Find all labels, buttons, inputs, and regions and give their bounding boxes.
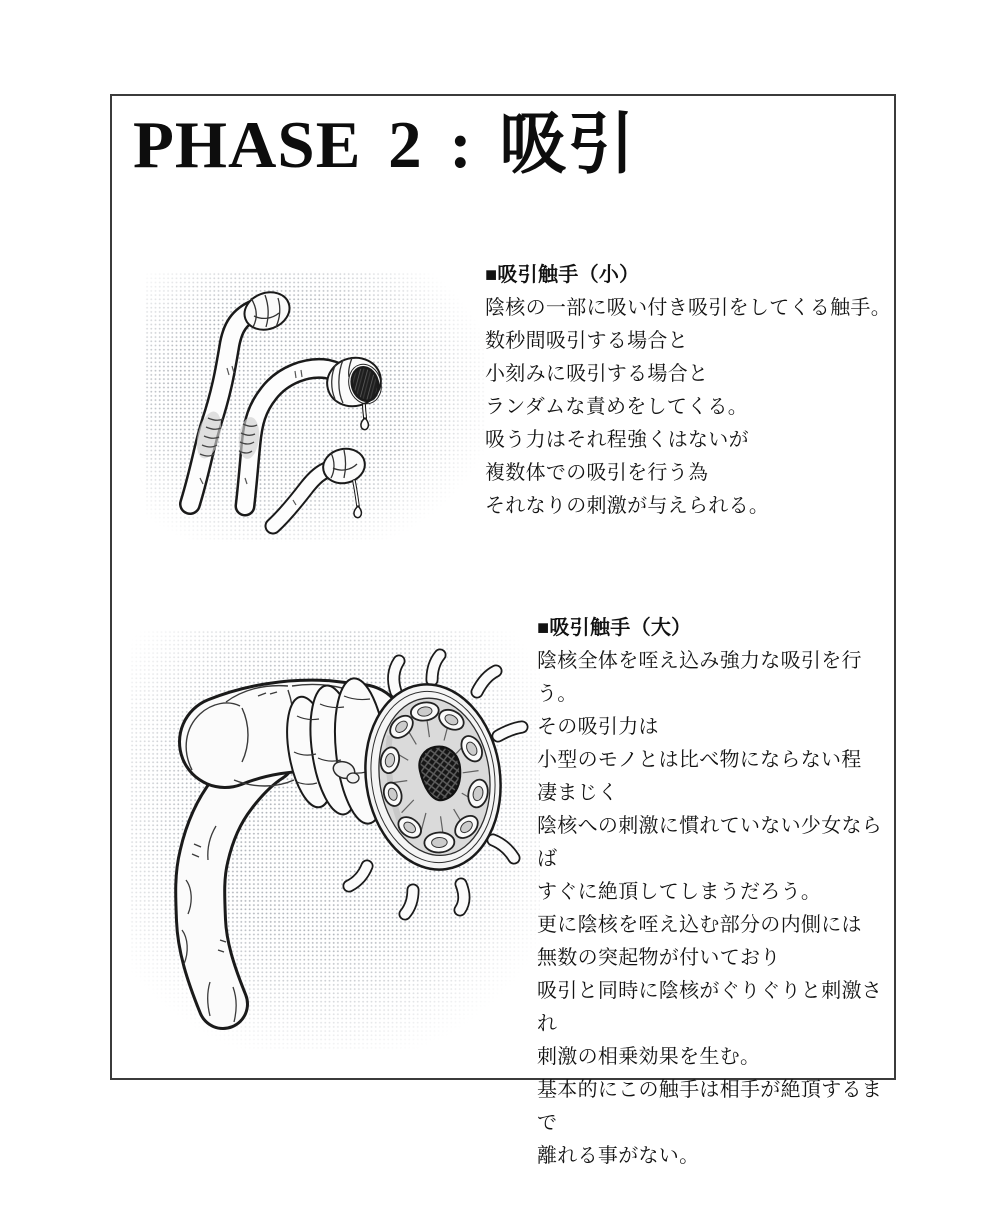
text-line: 陰核への刺激に慣れていない少女ならば bbox=[537, 815, 883, 870]
text-line: 数秒間吸引する場合と bbox=[485, 330, 688, 352]
text-line: 離れる事がない。 bbox=[537, 1145, 700, 1167]
manga-page-frame bbox=[110, 94, 896, 1167]
section-heading: ■吸引触手（小） bbox=[485, 264, 640, 286]
text-line: 刺激の相乗効果を生む。 bbox=[537, 1046, 761, 1068]
text-line: それなりの刺激が与えられる。 bbox=[485, 495, 770, 517]
text-line: 陰核の一部に吸い付き吸引をしてくる触手。 bbox=[485, 297, 891, 319]
text-line: ランダムな責めをしてくる。 bbox=[485, 396, 749, 418]
large-suction-tentacle-illustration bbox=[130, 630, 540, 1050]
text-line: 無数の突起物が付いており bbox=[537, 947, 781, 969]
text-line: 陰核全体を咥え込み強力な吸引を行う。 bbox=[537, 650, 862, 705]
text-line: 複数体での吸引を行う為 bbox=[485, 462, 709, 484]
section-small-tentacle bbox=[485, 259, 905, 523]
section-heading: ■吸引触手（大） bbox=[537, 617, 692, 639]
text-line: 吸う力はそれ程強くはないが bbox=[485, 429, 749, 451]
text-line: その吸引力は bbox=[537, 716, 659, 738]
text-line: 小型のモノとは比べ物にならない程 bbox=[537, 749, 862, 771]
page-title: PHASE 2 : 吸引 bbox=[133, 108, 636, 182]
text-line: 基本的にこの触手は相手が絶頂するまで bbox=[537, 1079, 883, 1134]
small-suction-tentacles-illustration bbox=[145, 272, 485, 542]
text-line: 小刻みに吸引する場合と bbox=[485, 363, 709, 385]
text-line: 凄まじく bbox=[537, 782, 619, 804]
text-line: 更に陰核を咥え込む部分の内側には bbox=[537, 914, 862, 936]
text-line: すぐに絶頂してしまうだろう。 bbox=[537, 881, 822, 903]
text-line: 吸引と同時に陰核がぐりぐりと刺激され bbox=[537, 980, 883, 1035]
section-large-tentacle bbox=[537, 612, 897, 1173]
